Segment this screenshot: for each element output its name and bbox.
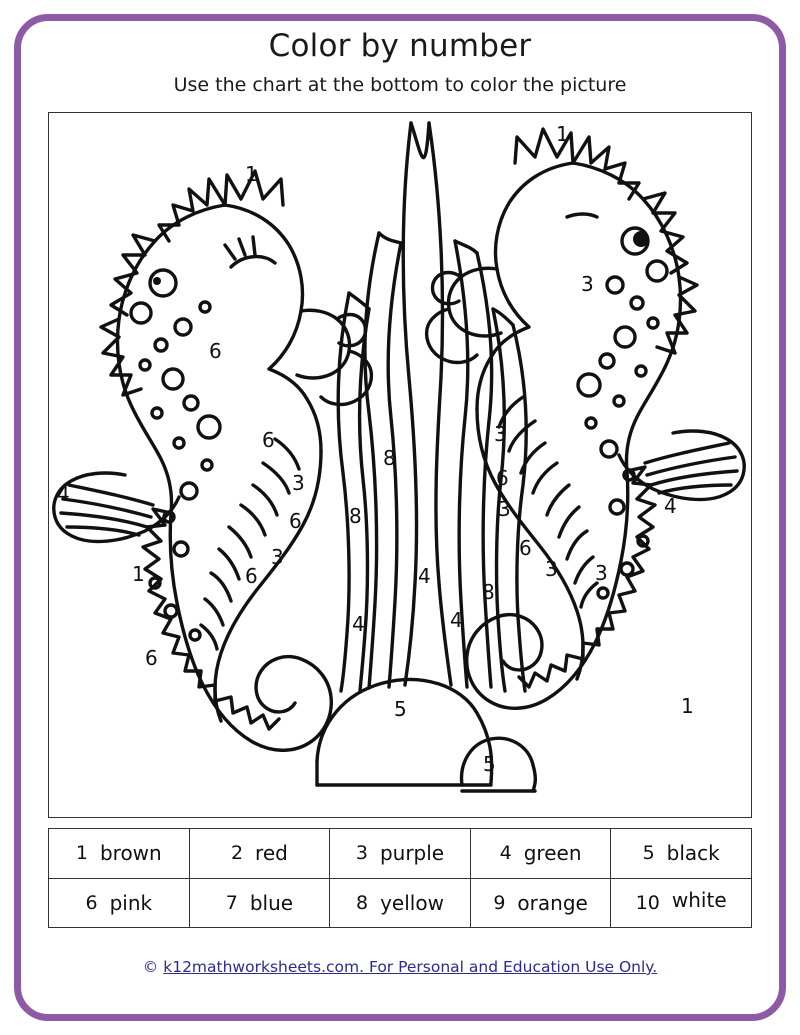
svg-text:3: 3 bbox=[581, 272, 594, 296]
page-subtitle: Use the chart at the bottom to color the picture bbox=[173, 74, 627, 96]
legend-color-name: red bbox=[255, 841, 288, 866]
svg-text:4: 4 bbox=[450, 608, 463, 632]
svg-text:3: 3 bbox=[494, 422, 507, 446]
svg-text:6: 6 bbox=[519, 536, 532, 560]
legend-color-name: pink bbox=[109, 890, 153, 915]
color-key-table bbox=[48, 828, 752, 928]
legend-item-8 bbox=[330, 879, 471, 928]
svg-text:6: 6 bbox=[145, 646, 158, 670]
legend-color-name: yellow bbox=[380, 890, 444, 915]
legend-color-name: orange bbox=[517, 890, 588, 915]
svg-text:3: 3 bbox=[271, 545, 284, 569]
legend-item-7 bbox=[190, 879, 331, 928]
footer-link[interactable]: k12mathworksheets.com. For Personal and Education Use Only. bbox=[163, 958, 658, 976]
footer-prefix: © bbox=[142, 958, 164, 976]
legend-color-name: brown bbox=[99, 841, 162, 866]
svg-text:6: 6 bbox=[496, 466, 509, 490]
legend-number: 2 bbox=[230, 842, 244, 865]
legend-number: 8 bbox=[356, 891, 369, 914]
svg-text:8: 8 bbox=[383, 446, 396, 470]
legend-item-3 bbox=[330, 829, 471, 878]
svg-text:8: 8 bbox=[349, 504, 362, 528]
svg-text:6: 6 bbox=[262, 428, 275, 452]
legend-item-2 bbox=[190, 829, 331, 878]
legend-color-name: blue bbox=[249, 890, 294, 915]
legend-color-name: green bbox=[523, 841, 582, 866]
color-key-row bbox=[49, 879, 751, 928]
legend-color-name: black bbox=[666, 841, 720, 866]
legend-number: 1 bbox=[75, 842, 88, 865]
svg-text:3: 3 bbox=[292, 471, 305, 495]
legend-item-1 bbox=[49, 829, 190, 878]
svg-text:5: 5 bbox=[483, 752, 496, 776]
svg-text:6: 6 bbox=[289, 509, 302, 533]
legend-number: 10 bbox=[635, 891, 660, 914]
svg-text:6: 6 bbox=[209, 339, 222, 363]
legend-item-6 bbox=[49, 879, 190, 928]
svg-text:4: 4 bbox=[664, 494, 677, 518]
legend-item-9 bbox=[471, 879, 612, 928]
svg-text:8: 8 bbox=[482, 580, 495, 604]
seahorse-line-art bbox=[49, 113, 750, 816]
color-key-row bbox=[49, 829, 751, 879]
legend-color-name: purple bbox=[379, 841, 445, 866]
svg-text:1: 1 bbox=[132, 562, 145, 586]
legend-item-10 bbox=[611, 879, 751, 928]
svg-text:1: 1 bbox=[556, 122, 569, 146]
legend-number: 5 bbox=[642, 842, 655, 865]
svg-text:3: 3 bbox=[498, 497, 511, 521]
coloring-artwork bbox=[48, 112, 752, 818]
svg-text:3: 3 bbox=[545, 557, 558, 581]
svg-text:4: 4 bbox=[352, 612, 365, 636]
svg-text:1: 1 bbox=[681, 694, 694, 718]
svg-text:3: 3 bbox=[595, 561, 608, 585]
svg-text:5: 5 bbox=[394, 697, 407, 721]
legend-number: 6 bbox=[85, 891, 98, 914]
legend-number: 4 bbox=[499, 842, 512, 865]
svg-text:1: 1 bbox=[245, 162, 258, 186]
footer-credit bbox=[0, 958, 800, 976]
region-number-labels bbox=[57, 122, 694, 776]
legend-item-5 bbox=[611, 829, 751, 878]
legend-number: 9 bbox=[493, 891, 506, 914]
legend-item-4 bbox=[471, 829, 612, 878]
legend-number: 7 bbox=[225, 891, 238, 914]
svg-text:6: 6 bbox=[245, 564, 258, 588]
legend-color-name: white bbox=[671, 887, 727, 912]
svg-text:4: 4 bbox=[418, 564, 431, 588]
legend-number: 3 bbox=[355, 842, 368, 865]
svg-text:4: 4 bbox=[57, 482, 70, 506]
page-title: Color by number bbox=[268, 28, 532, 64]
